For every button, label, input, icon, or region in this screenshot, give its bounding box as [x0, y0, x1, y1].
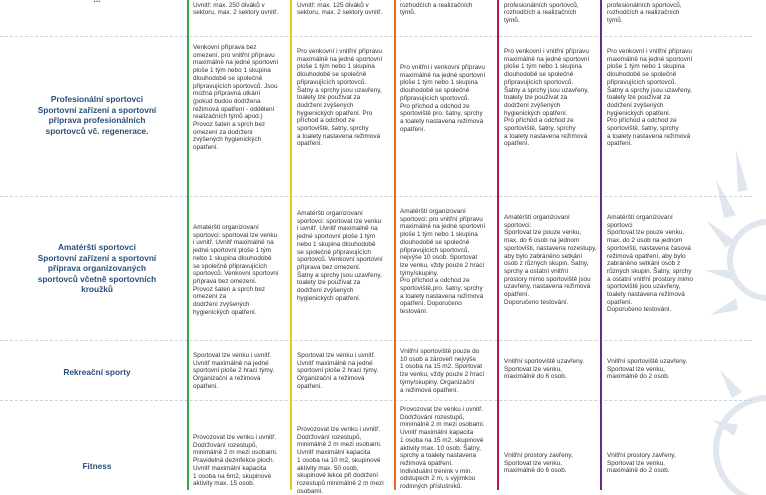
cell-r4-c3: Provozovat lze venku i uvnitř. Dodržování rozestupů, minimálně 2 m mezi osobami. Uvnitř maximální kapacita 1 osoba na 15 m2, skupinové aktivity max. 10 osob. Šatny, sprchy a toalety nastavena režimová opatření. Individuální trénink v min. odstupech 2 m, s výjimkou rodinných příslušníků.	[400, 406, 485, 491]
cell-r0-c2: Uvnitř: max. 125 diváků v sektoru, max. 2 sektory uvnitř.	[297, 1, 383, 17]
cell-r0-c5: profesionálních sportovců, rozhodčích a realizačních týmů.	[607, 1, 682, 25]
row-divider	[0, 340, 752, 341]
cell-r4-c2: Provozovat lze venku i uvnitř. Dodržování rozestupů, minimálně 2 m mezi osobami. Uvnitř maximální kapacita 1 osoba na 10 m2, skupinové aktivity max. 50 osob, skupinové lekce při dodržení rozestupů minimálně 2 m mezi osobami.	[297, 426, 384, 495]
column-line-red	[497, 0, 499, 490]
cell-r1-c5: Pro venkovní i vnitřní přípravu maximálně na jedné sportovní ploše 1 tým nebo 1 skupina dlouhodobě se společně připravujících sportovců. Šatny a sprchy jsou uzavřeny, toalety lze používat za dodržení zvýšených hygienických opatření. Pro příchod a odchod ze sportoviště, šatny, sprchy a toalety nastavena režimová opatření.	[607, 48, 693, 148]
cell-r0-c1: Uvnitř: max. 250 diváků v sektoru, max. 2 sektory uvnitř.	[193, 1, 279, 17]
column-line-orange	[394, 0, 396, 490]
row-label-profesionalni-sportovci: Profesionální sportovci Sportovní zařízení a sportovní příprava profesionálních sportovců vč. regenerace.	[37, 94, 157, 136]
cell-r1-c2: Pro venkovní i vnitřní přípravu maximálně na jedné sportovní ploše 1 tým nebo 1 skupina dlouhodobě se společně připravujících sportovců. Šatny a sprchy jsou uzavřeny, toalety lze používat za dodržení zvýšených hygienických opatření. Pro příchod a odchod ze sportoviště, šatny, sprchy a toalety nastavena režimová opatření.	[297, 48, 383, 148]
cell-r2-c3: Amatérští organizovaní sportovci: pro vnitřní přípravu maximálně na jedné sportovní ploše 1 tým nebo 1 skupina dlouhodobě se společně připravujících sportovců, nejvýše 10 osob. Sportovat lze venku, vždy pouze 2 hrací týmy/skupiny. Pro příchod a odchod ze sportoviště,pro. šatny, sprchy a toalety nastavena režimová opatření. Doporučeno testování.	[400, 208, 486, 316]
cell-r4-c1: Provozovat lze venku i uvnitř. Dodržování rozestupů, minimálně 2 m mezi osobami. Pravidelná dezinfekce ploch. Uvnitř maximální kapacita 1 osoba na 6m2, skupinové aktivity max. 15 osob.	[193, 434, 278, 488]
cell-r0-c4: profesionálních sportovců, rozhodčích a realizačních týmů.	[504, 1, 579, 25]
cell-r0-c3: rozhodčích a realizačních týmů.	[400, 1, 473, 17]
column-line-purple	[600, 0, 602, 490]
column-line-green	[187, 0, 189, 490]
row-label-amaterski-sportovci: Amatérští sportovci Sportovní zařízení a sportovní příprava organizovaných sportovců včetně sportovních kroužků	[37, 242, 157, 295]
cell-r4-c5: Vnitřní prostory zavřeny, Sportovat lze venku, maximálně do 2 osob.	[607, 452, 676, 475]
cell-r1-c1: Venkovní příprava bez omezení, pro vnitřní přípravu maximálně na jedné sportovní ploše 1 tým nebo 1 skupina dlouhodobě se společně připravujících sportovců. Jsou možná přípravná utkání (pokud budou dodržena režimová opatření - oddělení realizačních týmů apod.) Provoz šaten a sprch bez omezení za dodržení zvýšených hygienických opatření.	[193, 44, 279, 152]
cell-r3-c4: Vnitřní sportoviště uzavřeny. Sportovat lze venku, maximálně do 6 osob.	[504, 358, 585, 381]
cell-r3-c5: Vnitřní sportoviště uzavřeny. Sportovat lze venku, maximálně do 2 osob.	[607, 358, 688, 381]
cell-r2-c1: Amatérští organizovaní sportovci: sportovat lze venku i uvnitř. Uvnitř maximálně na jedné sportovní ploše 1 tým nebo 1 skupina dlouhodobě se společně připravujících sportovců. Venkovní sportovní příprava bez omezení. Provoz šaten a sprch bez omezení za dodržení zvýšených hygienických opatření.	[193, 224, 279, 316]
cell-r3-c2: Sportovat lze venku i uvnitř. Uvnitř maximálně na jedné sportovní ploše 2 hrací týmy. Organizační a režimová opatření.	[297, 352, 379, 390]
cell-r3-c3: Vnitřní sportoviště pouze do 10 osob a zároveň nejvýše 1 osoba na 15 m2. Sportovat lze venku, vždy pouze 2 hrací týmy/skupiny. Organizační a režimová opatření.	[400, 348, 485, 394]
cell-r2-c5: Amatérští organizovaní sportovci Sportovat lze pouze venku, max. do 2 osob na jednom sportovišti, nastavena časová režimová opatření, aby bylo zabráněno setkání osob z různých skupin. Šatny, sprchy a ostatní vnitřní prostory mimo sportoviště jsou uzavřeny, toalety nastavena režimová opatření. Doporučeno testování.	[607, 214, 693, 314]
row-label-rekreacni-sporty: Rekreační sporty	[63, 367, 131, 377]
cell-r1-c3: Pro vnitřní i venkovní přípravu maximálně na jedné sportovní ploše 1 tým nebo 1 skupina dlouhodobě se společně připravujících sportovců. Pro příchod a odchod ze sportoviště pro. šatny, sprchy a toalety nastavena režimová opatření.	[400, 64, 486, 133]
column-line-yellow	[290, 0, 292, 490]
row-label-top	[8, 0, 186, 14]
cell-r3-c1: Sportovat lze venku i uvnitř. Uvnitř maximálně na jedné sportovní ploše 2 hrací týmy. Organizační a režimová opatření.	[193, 352, 275, 390]
cell-r1-c4: Pro venkovní i vnitřní přípravu maximálně na jedné sportovní ploše 1 tým nebo 1 skupina dlouhodobě se společně připravujících sportovců. Šatny a sprchy jsou uzavřeny, toalety lze používat za dodržení zvýšených hygienických opatření. Pro příchod a odchod ze sportoviště, šatny, sprchy a toalety nastavena režimová opatření.	[504, 48, 590, 148]
cell-r2-c2: Amatérští organizovaní sportovci: sportovat lze venku i uvnitř. Uvnitř maximálně na jedné sportovní ploše 1 tým nebo 1 skupina dlouhodobě se společně připravujících sportovců. Venkovní sportovní příprava bez omezení. Šatny a sprchy jsou uzavřeny, toalety lze používat za dodržení zvýšených hygienických opatření.	[297, 210, 383, 302]
row-divider	[0, 36, 752, 37]
row-label-fitness: Fitness	[82, 461, 112, 471]
row-divider	[0, 196, 752, 197]
cell-r4-c4: Vnitřní prostory zavřeny, Sportovat lze venku, maximálně do 6 osob.	[504, 452, 573, 475]
cell-r2-c4: Amatérští organizovaní sportovci: Sportovat lze pouze venku, max. do 6 osob na jednom sportovišti, nastavena rozestupy, aby bylo zabráněno setkání osob z různých skupin. Šatny, sprchy a ostatní vnitřní prostory mimo sportoviště jsou uzavřeny, nastavena režimová opatření. Doporučeno testování.	[504, 214, 597, 306]
row-divider	[0, 400, 752, 401]
